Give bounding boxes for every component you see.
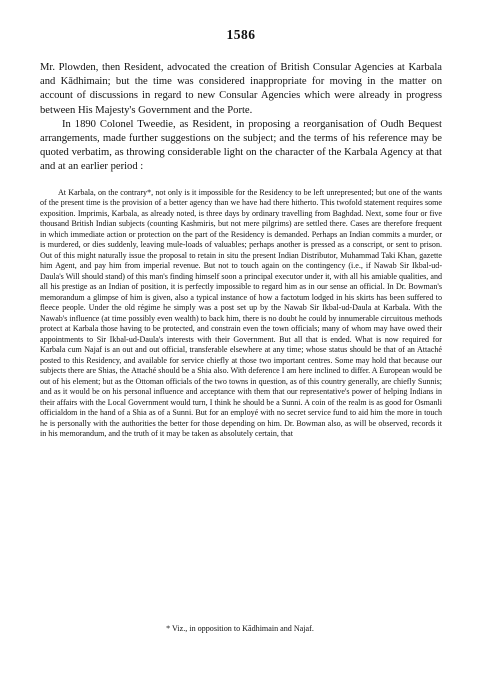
quotation-block — [40, 188, 442, 440]
quotation-text: At Karbala, on the contrary*, not only is it impossible for the Residency to be left unrepresented; but one of the wants of the present time is the provision of a better agency than we have had there hitherto. This twofold statement requires some exposition. Imprimis, Karbala, as already noted, is three days by ordinary travelling from Baghdad. Next, some four or five thousand British Indian subjects (counting Kashmiris, but not mere pilgrims) are settled there. Cases are therefore frequent in which immediate action or protection on the part of the Residency is demanded. Perhaps an Indian commits a murder, or is murdered, or dies suddenly, leaving mule-loads of valuables; perhaps another is pressed as a conscript, or sent to prison. Out of this might naturally issue the proposal to retain in situ the present Indian Distributor, Muhammad Taki Khan, gazette him Agent, and pay him from imperial revenue. But not to touch again on the contingency (i.e., if Nawab Sir Ikbal-ud-Daula's Will should stand) of this man's finding himself soon a principal executor under it, with all his amiable qualities, and all his prestige as an Indian of position, it is perfectly impossible to regard him as in our sense an official. In Dr. Bowman's memorandum a glimpse of him is given, also a typical instance of how a factotum lodged in his skirts has been suffered to fleece people. Under the old régime he simply was a post set up by the Nawab Sir Ikbal-ud-Daula at Karbala. With the Nawab's influence (at time possibly even wealth) to back him, there is no doubt he could by innumerable circuitous methods protect at Karbala those having to be protected, and constrain even the town officials; many of whom may have owed their appointments to Sir Ikbal-ud-Daula's interests with their Government. But all that is ended. What is now required for Karbala cum Najaf is an out and out official, transferable elsewhere at any time; whose status should be that of an Attaché posted to this Residency, and available for service chiefly at those two important centres. Some may hold that because our subjects there are Shias, the Attaché should be a Shia also. With deference I am here inclined to differ. A European would be out of his element; but as the Ottoman officials of the two towns in question, as of this country generally, are chiefly Sunnis; and as it would be on his personal influence and acceptance with them that our representative's power of helping Indians in their affairs with the Local Government would turn, I think he should be a Sunni. A coin of the realm is as good for Osmanli officialdom in the hand of a Shia as of a Sunni. But for an employé with no secret service fund to aid him the more in touch he is personally with the authorities the better for those depending on him. Dr. Bowman also, as will be observed, records it in his memorandum, and the truth of it may be taken as absolutely certain, that — [40, 187, 442, 439]
paragraph: Mr. Plowden, then Resident, advocated the creation of British Consular Agencies at Karbala and Kādhimain; but the time was considered inappropriate for moving in the matter on account of discussions in regard to new Consular Agencies which were already in progress between His Majesty's Government and the Porte. — [40, 62, 442, 116]
page-number: 1586 — [226, 27, 256, 42]
footnote: * Viz., in opposition to Kādhimain and Najaf. — [166, 624, 314, 633]
paragraph: In 1890 Colonel Tweedie, as Resident, in proposing a reorganisation of Oudh Bequest arrangements, made further suggestions on the subject; and the terms of his reference may be quoted verbatim, as throwing considerable light on the character of the Karbala Agency at that and at an earlier period : — [40, 118, 442, 173]
body-text — [40, 61, 442, 175]
